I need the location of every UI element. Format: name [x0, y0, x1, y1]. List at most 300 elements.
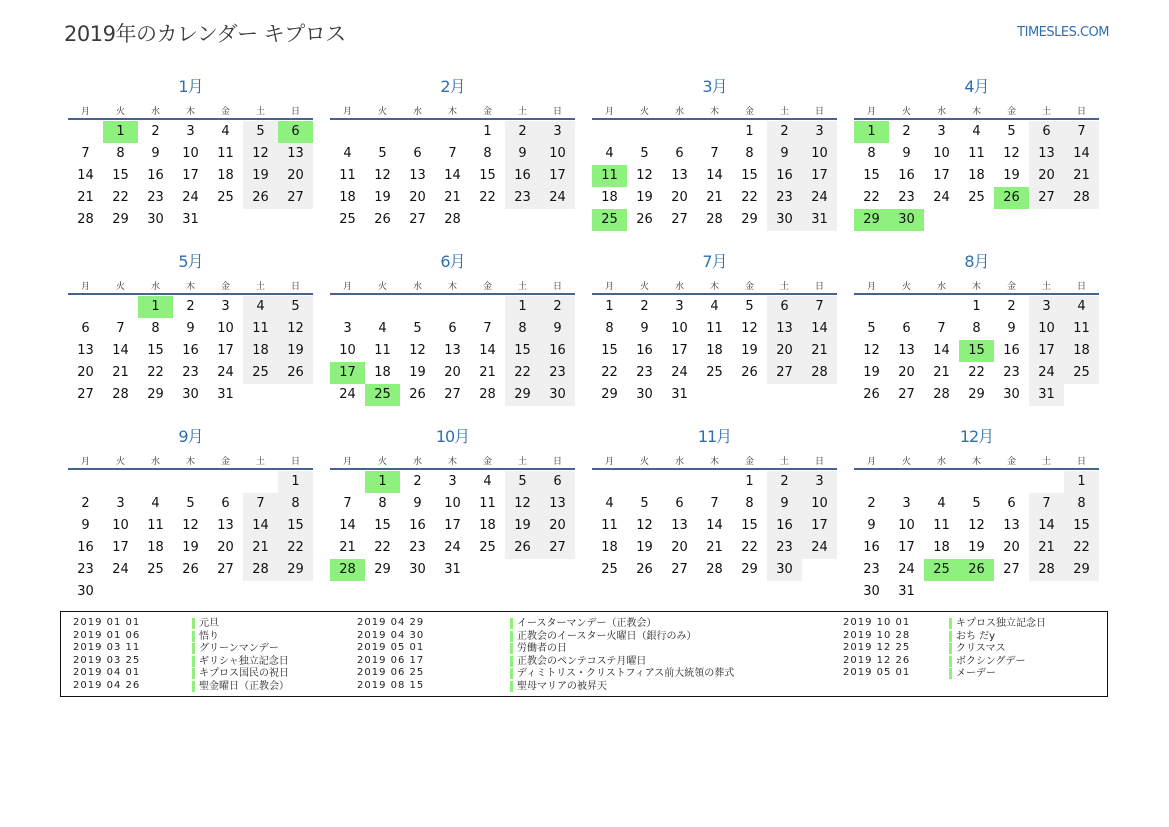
day-cell: 10	[898, 518, 915, 533]
day-cell: 30	[767, 209, 802, 231]
day-cell: 10	[444, 496, 461, 511]
day-cell: 27	[409, 212, 426, 227]
day-cell: 20	[671, 540, 688, 555]
weekday-label: 金	[744, 107, 754, 117]
day-cell: 12	[741, 321, 758, 336]
holiday-name: ディミトリス・クリストフィアス前大統領の葬式	[510, 668, 734, 679]
day-cell: 5	[413, 321, 422, 336]
day-cell: 12	[505, 493, 540, 515]
day-cell: 6	[221, 496, 230, 511]
day-cell: 23	[767, 537, 802, 559]
day-cell: 16	[1003, 343, 1020, 358]
day-cell: 12	[243, 143, 278, 165]
day-cell: 21	[706, 540, 723, 555]
day-cell: 3	[540, 121, 575, 143]
day-cell: 2	[540, 296, 575, 318]
day-cell: 28	[706, 212, 723, 227]
day-cell: 4	[937, 496, 946, 511]
weekday-label: 月	[866, 107, 876, 117]
day-cell: 9	[540, 318, 575, 340]
day-cell: 25	[339, 212, 356, 227]
day-cell: 23	[540, 362, 575, 384]
day-cell: 8	[278, 493, 313, 515]
weekday-label: 水	[674, 107, 684, 117]
day-cell: 27	[77, 387, 94, 402]
holiday-day-cell: 25	[365, 384, 400, 406]
month-name: 10月	[435, 427, 470, 446]
holiday-day-cell: 15	[959, 340, 994, 362]
holiday-name: 元旦	[192, 618, 219, 629]
day-cell: 10	[540, 143, 575, 165]
day-cell: 11	[339, 168, 356, 183]
day-cell: 26	[863, 387, 880, 402]
day-cell: 14	[243, 515, 278, 537]
day-cell: 24	[1029, 362, 1064, 384]
weekday-label: 木	[971, 457, 981, 467]
day-cell: 24	[339, 387, 356, 402]
day-cell: 9	[81, 518, 90, 533]
day-cell: 18	[243, 340, 278, 362]
day-cell: 7	[243, 493, 278, 515]
holiday-date: 2019 05 01	[843, 667, 911, 678]
day-cell: 11	[217, 146, 234, 161]
day-cell: 12	[182, 518, 199, 533]
day-cell: 6	[1029, 121, 1064, 143]
day-cell: 8	[745, 146, 754, 161]
holiday-name: メーデー	[949, 668, 996, 679]
weekday-label: 金	[482, 457, 492, 467]
weekday-label: 土	[1041, 282, 1051, 292]
day-cell: 1	[483, 124, 492, 139]
day-cell: 15	[741, 168, 758, 183]
day-cell: 28	[444, 212, 461, 227]
day-cell: 15	[741, 518, 758, 533]
day-cell: 6	[675, 146, 684, 161]
day-cell: 28	[802, 362, 837, 384]
day-cell: 20	[540, 515, 575, 537]
day-cell: 29	[601, 387, 618, 402]
day-cell: 16	[898, 168, 915, 183]
day-cell: 12	[278, 318, 313, 340]
day-cell: 31	[217, 387, 234, 402]
day-cell: 6	[540, 471, 575, 493]
day-cell: 17	[112, 540, 129, 555]
day-cell: 14	[444, 168, 461, 183]
holiday-date: 2019 03 25	[73, 654, 141, 666]
weekday-label: 土	[255, 282, 265, 292]
weekday-label: 日	[814, 107, 824, 117]
holiday-name: ギリシャ独立記念日	[192, 656, 289, 667]
day-cell: 14	[339, 518, 356, 533]
day-cell: 16	[147, 168, 164, 183]
day-cell: 18	[933, 540, 950, 555]
day-cell: 6	[413, 146, 422, 161]
holiday-day-cell: 1	[138, 296, 173, 318]
day-cell: 17	[1029, 340, 1064, 362]
day-cell: 23	[767, 187, 802, 209]
day-cell: 13	[409, 168, 426, 183]
weekday-label: 金	[744, 282, 754, 292]
weekday-label: 月	[342, 282, 352, 292]
month-divider	[854, 118, 1099, 120]
day-cell: 28	[243, 559, 278, 581]
day-cell: 22	[505, 362, 540, 384]
day-cell: 16	[77, 540, 94, 555]
day-cell: 10	[182, 146, 199, 161]
day-cell: 18	[968, 168, 985, 183]
day-cell: 15	[601, 343, 618, 358]
weekday-label: 月	[80, 457, 90, 467]
day-cell: 27	[444, 387, 461, 402]
day-cell: 7	[1064, 121, 1099, 143]
holiday-name: 聖金曜日（正教会）	[192, 681, 289, 692]
day-cell: 19	[278, 340, 313, 362]
holiday-date: 2019 04 01	[73, 667, 141, 678]
day-cell: 29	[968, 387, 985, 402]
day-cell: 19	[374, 190, 391, 205]
day-cell: 16	[182, 343, 199, 358]
day-cell: 4	[1064, 296, 1099, 318]
weekday-label: 金	[1006, 282, 1016, 292]
weekday-label: 木	[709, 282, 719, 292]
day-cell: 28	[77, 212, 94, 227]
day-cell: 28	[479, 387, 496, 402]
day-cell: 17	[182, 168, 199, 183]
day-cell: 26	[636, 212, 653, 227]
holiday-day-cell: 26	[959, 559, 994, 581]
day-cell: 17	[671, 343, 688, 358]
day-cell: 16	[636, 343, 653, 358]
day-cell: 9	[640, 321, 649, 336]
day-cell: 20	[898, 365, 915, 380]
day-cell: 15	[147, 343, 164, 358]
weekday-label: 月	[604, 457, 614, 467]
day-cell: 2	[151, 124, 160, 139]
day-cell: 3	[186, 124, 195, 139]
day-cell: 26	[741, 365, 758, 380]
day-cell: 9	[413, 496, 422, 511]
day-cell: 19	[409, 365, 426, 380]
day-cell: 2	[186, 299, 195, 314]
day-cell: 30	[1003, 387, 1020, 402]
day-cell: 4	[483, 474, 492, 489]
day-cell: 2	[81, 496, 90, 511]
day-cell: 9	[186, 321, 195, 336]
weekday-label: 水	[936, 107, 946, 117]
weekday-label: 金	[220, 282, 230, 292]
day-cell: 8	[605, 321, 614, 336]
day-cell: 20	[1003, 540, 1020, 555]
day-cell: 29	[374, 562, 391, 577]
day-cell: 5	[378, 146, 387, 161]
day-cell: 13	[278, 143, 313, 165]
day-cell: 13	[671, 518, 688, 533]
holiday-date: 2019 04 30	[357, 629, 425, 641]
weekday-label: 水	[150, 107, 160, 117]
day-cell: 25	[1064, 362, 1099, 384]
holiday-date: 2019 03 11	[73, 642, 141, 653]
day-cell: 16	[863, 540, 880, 555]
day-cell: 16	[409, 518, 426, 533]
day-cell: 22	[112, 190, 129, 205]
day-cell: 13	[1003, 518, 1020, 533]
day-cell: 31	[1029, 384, 1064, 406]
day-cell: 27	[1003, 562, 1020, 577]
day-cell: 21	[479, 365, 496, 380]
day-cell: 31	[671, 387, 688, 402]
day-cell: 3	[116, 496, 125, 511]
day-cell: 8	[116, 146, 125, 161]
day-cell: 8	[483, 146, 492, 161]
day-cell: 15	[1064, 515, 1099, 537]
holiday-date: 2019 10 28	[843, 629, 911, 641]
day-cell: 19	[636, 540, 653, 555]
day-cell: 12	[636, 168, 653, 183]
weekday-label: 水	[412, 107, 422, 117]
day-cell: 18	[1064, 340, 1099, 362]
day-cell: 17	[540, 165, 575, 187]
holiday-date: 2019 10 01	[843, 617, 911, 628]
day-cell: 22	[1064, 537, 1099, 559]
weekday-label: 月	[604, 107, 614, 117]
day-cell: 24	[540, 187, 575, 209]
day-cell: 24	[182, 190, 199, 205]
day-cell: 25	[706, 365, 723, 380]
day-cell: 15	[112, 168, 129, 183]
day-cell: 8	[745, 496, 754, 511]
holiday-name: キプロス独立記念日	[949, 618, 1046, 629]
day-cell: 5	[278, 296, 313, 318]
day-cell: 6	[902, 321, 911, 336]
day-cell: 15	[278, 515, 313, 537]
weekday-label: 木	[709, 107, 719, 117]
day-cell: 29	[741, 562, 758, 577]
day-cell: 28	[933, 387, 950, 402]
weekday-label: 月	[866, 457, 876, 467]
day-cell: 8	[867, 146, 876, 161]
weekday-label: 月	[80, 107, 90, 117]
day-cell: 18	[147, 540, 164, 555]
holiday-name: 正教会のペンテコステ月曜日	[510, 656, 646, 667]
day-cell: 11	[243, 318, 278, 340]
day-cell: 30	[77, 584, 94, 599]
day-cell: 24	[802, 537, 837, 559]
day-cell: 31	[802, 209, 837, 231]
day-cell: 11	[1064, 318, 1099, 340]
day-cell: 4	[343, 146, 352, 161]
day-cell: 22	[968, 365, 985, 380]
day-cell: 13	[217, 518, 234, 533]
day-cell: 20	[1029, 165, 1064, 187]
weekday-label: 木	[185, 282, 195, 292]
weekday-label: 土	[779, 107, 789, 117]
day-cell: 2	[640, 299, 649, 314]
day-cell: 4	[972, 124, 981, 139]
day-cell: 22	[601, 365, 618, 380]
day-cell: 19	[968, 540, 985, 555]
day-cell: 2	[902, 124, 911, 139]
weekday-label: 土	[255, 107, 265, 117]
day-cell: 22	[479, 190, 496, 205]
day-cell: 13	[671, 168, 688, 183]
month-divider	[592, 293, 837, 295]
day-cell: 14	[933, 343, 950, 358]
day-cell: 4	[151, 496, 160, 511]
day-cell: 13	[1029, 143, 1064, 165]
day-cell: 11	[374, 343, 391, 358]
day-cell: 13	[898, 343, 915, 358]
day-cell: 4	[243, 296, 278, 318]
day-cell: 31	[898, 584, 915, 599]
day-cell: 6	[675, 496, 684, 511]
holiday-day-cell: 17	[330, 362, 365, 384]
day-cell: 9	[867, 518, 876, 533]
day-cell: 6	[81, 321, 90, 336]
month-divider	[592, 118, 837, 120]
day-cell: 18	[601, 540, 618, 555]
month-divider	[330, 118, 575, 120]
day-cell: 23	[863, 562, 880, 577]
day-cell: 30	[182, 387, 199, 402]
day-cell: 13	[540, 493, 575, 515]
weekday-label: 木	[447, 457, 457, 467]
day-cell: 24	[802, 187, 837, 209]
day-cell: 3	[221, 299, 230, 314]
day-cell: 5	[745, 299, 754, 314]
holiday-day-cell: 25	[924, 559, 959, 581]
day-cell: 28	[706, 562, 723, 577]
day-cell: 26	[374, 212, 391, 227]
day-cell: 19	[1003, 168, 1020, 183]
day-cell: 5	[186, 496, 195, 511]
weekday-label: 日	[1076, 457, 1086, 467]
day-cell: 23	[898, 190, 915, 205]
day-cell: 3	[343, 321, 352, 336]
holiday-date: 2019 01 01	[73, 617, 141, 628]
day-cell: 3	[675, 299, 684, 314]
day-cell: 24	[898, 562, 915, 577]
weekday-label: 月	[342, 457, 352, 467]
holiday-day-cell: 1	[365, 471, 400, 493]
day-cell: 19	[505, 515, 540, 537]
day-cell: 21	[1029, 537, 1064, 559]
weekday-label: 金	[482, 282, 492, 292]
weekday-label: 日	[1076, 282, 1086, 292]
holiday-day-cell: 25	[592, 209, 627, 231]
day-cell: 10	[802, 143, 837, 165]
day-cell: 7	[81, 146, 90, 161]
day-cell: 1	[505, 296, 540, 318]
day-cell: 10	[933, 146, 950, 161]
month-divider	[68, 118, 313, 120]
day-cell: 21	[1064, 165, 1099, 187]
day-cell: 12	[409, 343, 426, 358]
day-cell: 19	[741, 343, 758, 358]
day-cell: 21	[444, 190, 461, 205]
month-name: 8月	[964, 252, 989, 271]
day-cell: 1	[605, 299, 614, 314]
month-name: 6月	[440, 252, 465, 271]
month-divider	[592, 468, 837, 470]
day-cell: 4	[710, 299, 719, 314]
day-cell: 28	[1029, 559, 1064, 581]
weekday-label: 木	[447, 282, 457, 292]
day-cell: 13	[767, 318, 802, 340]
day-cell: 2	[867, 496, 876, 511]
day-cell: 7	[802, 296, 837, 318]
brand-logo[interactable]: TIMESLES.COM	[1017, 25, 1109, 40]
holiday-date: 2019 04 26	[73, 679, 141, 691]
day-cell: 5	[640, 146, 649, 161]
weekday-label: 木	[971, 107, 981, 117]
day-cell: 15	[505, 340, 540, 362]
day-cell: 20	[409, 190, 426, 205]
weekday-label: 水	[936, 282, 946, 292]
day-cell: 27	[671, 212, 688, 227]
weekday-label: 火	[639, 457, 649, 467]
holiday-day-cell: 1	[854, 121, 889, 143]
weekday-label: 木	[971, 282, 981, 292]
day-cell: 16	[767, 515, 802, 537]
holiday-name: 聖母マリアの被昇天	[510, 681, 607, 692]
day-cell: 1	[745, 124, 754, 139]
weekday-label: 火	[901, 107, 911, 117]
month-name: 3月	[702, 77, 727, 96]
day-cell: 4	[221, 124, 230, 139]
weekday-label: 日	[290, 282, 300, 292]
holiday-name: 正教会のイースター火曜日（銀行のみ）	[510, 631, 697, 642]
day-cell: 5	[972, 496, 981, 511]
day-cell: 10	[217, 321, 234, 336]
weekday-label: 水	[674, 282, 684, 292]
day-cell: 1	[745, 474, 754, 489]
day-cell: 26	[243, 187, 278, 209]
month-name: 5月	[178, 252, 203, 271]
day-cell: 16	[767, 165, 802, 187]
holiday-day-cell: 26	[994, 187, 1029, 209]
day-cell: 15	[374, 518, 391, 533]
day-cell: 24	[933, 190, 950, 205]
day-cell: 26	[636, 562, 653, 577]
day-cell: 9	[767, 143, 802, 165]
month-name: 9月	[178, 427, 203, 446]
weekday-label: 月	[866, 282, 876, 292]
day-cell: 1	[972, 299, 981, 314]
day-cell: 8	[151, 321, 160, 336]
day-cell: 20	[278, 165, 313, 187]
day-cell: 12	[1003, 146, 1020, 161]
month-name: 1月	[178, 77, 203, 96]
day-cell: 26	[278, 362, 313, 384]
month-name: 12月	[959, 427, 994, 446]
day-cell: 21	[706, 190, 723, 205]
weekday-label: 金	[744, 457, 754, 467]
day-cell: 2	[767, 471, 802, 493]
day-cell: 24	[444, 540, 461, 555]
day-cell: 23	[505, 187, 540, 209]
weekday-label: 火	[377, 457, 387, 467]
day-cell: 14	[112, 343, 129, 358]
holiday-day-cell: 29	[854, 209, 889, 231]
weekday-label: 火	[639, 282, 649, 292]
day-cell: 22	[863, 190, 880, 205]
day-cell: 14	[706, 168, 723, 183]
holiday-list	[60, 611, 1108, 697]
day-cell: 5	[640, 496, 649, 511]
day-cell: 3	[937, 124, 946, 139]
holiday-date: 2019 01 06	[73, 629, 141, 641]
holiday-day-cell: 28	[330, 559, 365, 581]
